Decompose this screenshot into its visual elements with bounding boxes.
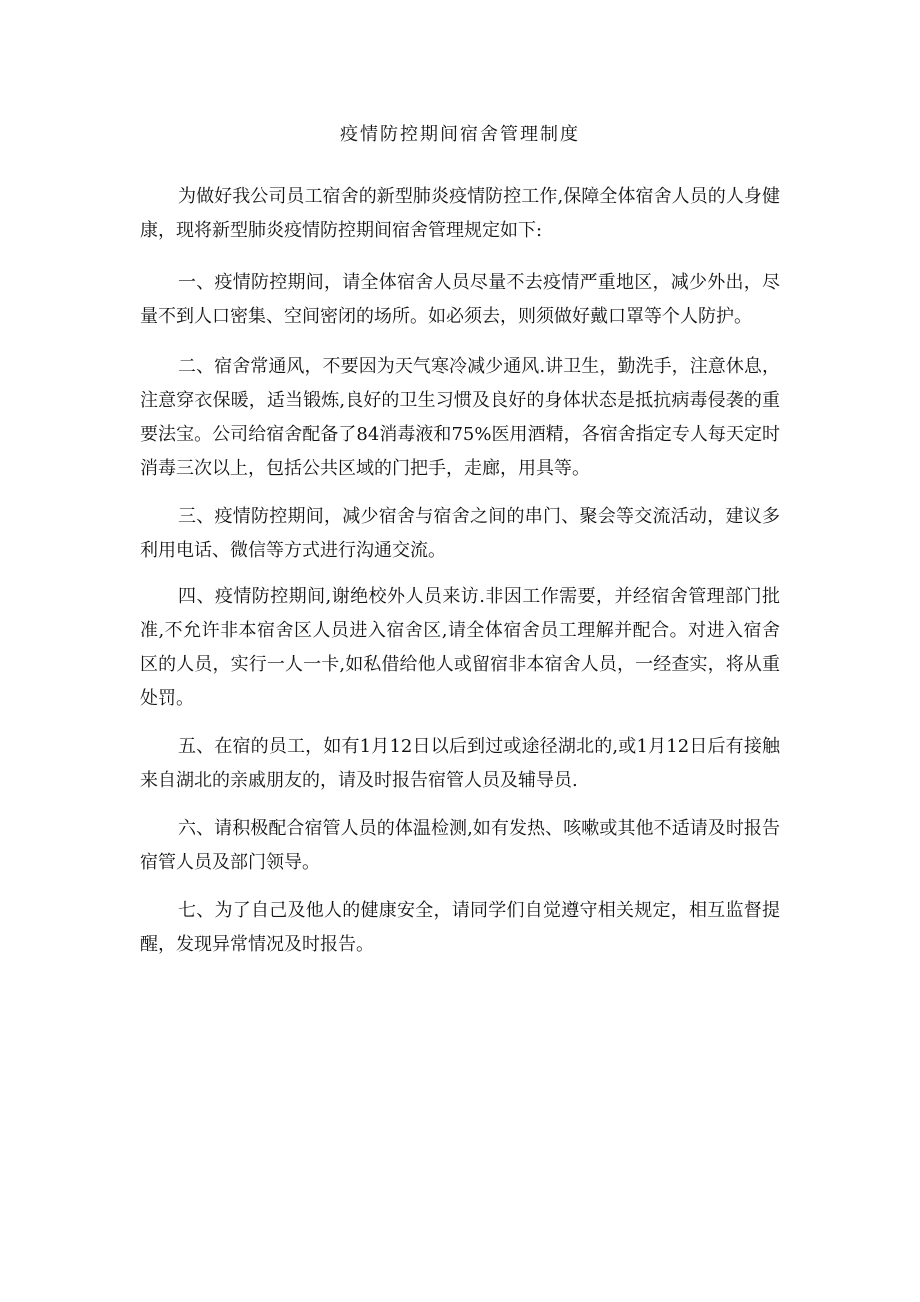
rule-paragraph-4: 四、疫情防控期间,谢绝校外人员来访.非因工作需要，并经宿舍管理部门批准,不允许非本宿舍区人员进入宿舍区,请全体宿舍员工理解并配合。对进入宿舍区的人员，实行一人一卡,如私借给他人或留宿非本宿舍人员，一经查实，将从重处罚。 [140, 586, 780, 709]
rule-paragraph-7: 七、为了自己及他人的健康安全，请同学们自觉遵守相关规定，相互监督提醒，发现异常情况及时报告。 [140, 900, 780, 955]
intro-paragraph: 为做好我公司员工宿舍的新型肺炎疫情防控工作,保障全体宿舍人员的人身健康，现将新型肺炎疫情防控期间宿舍管理规定如下: [140, 186, 780, 241]
rule-paragraph-2: 二、宿舍常通风，不要因为天气寒冷减少通风.讲卫生，勤洗手，注意休息，注意穿衣保暖，适当锻炼,良好的卫生习惯及良好的身体状态是抵抗病毒侵袭的重要法宝。公司给宿舍配备了84消毒液和75%医用酒精，各宿舍指定专人每天定时消毒三次以上，包括公共区域的门把手，走廊，用具等。 [140, 356, 780, 479]
rule-paragraph-1: 一、疫情防控期间，请全体宿舍人员尽量不去疫情严重地区，减少外出，尽量不到人口密集、空间密闭的场所。如必须去，则须做好戴口罩等个人防护。 [140, 272, 780, 327]
rule-paragraph-3: 三、疫情防控期间，减少宿舍与宿舍之间的串门、聚会等交流活动，建议多利用电话、微信等方式进行沟通交流。 [140, 506, 780, 561]
rule-paragraph-5: 五、在宿的员工，如有1月12日以后到过或途径湖北的,或1月12日后有接触来自湖北的亲戚朋友的，请及时报告宿管人员及辅导员. [140, 736, 780, 791]
rule-paragraph-6: 六、请积极配合宿管人员的体温检测,如有发热、咳嗽或其他不适请及时报告宿管人员及部门领导。 [140, 818, 780, 873]
page-title: 疫情防控期间宿舍管理制度 [340, 124, 580, 145]
